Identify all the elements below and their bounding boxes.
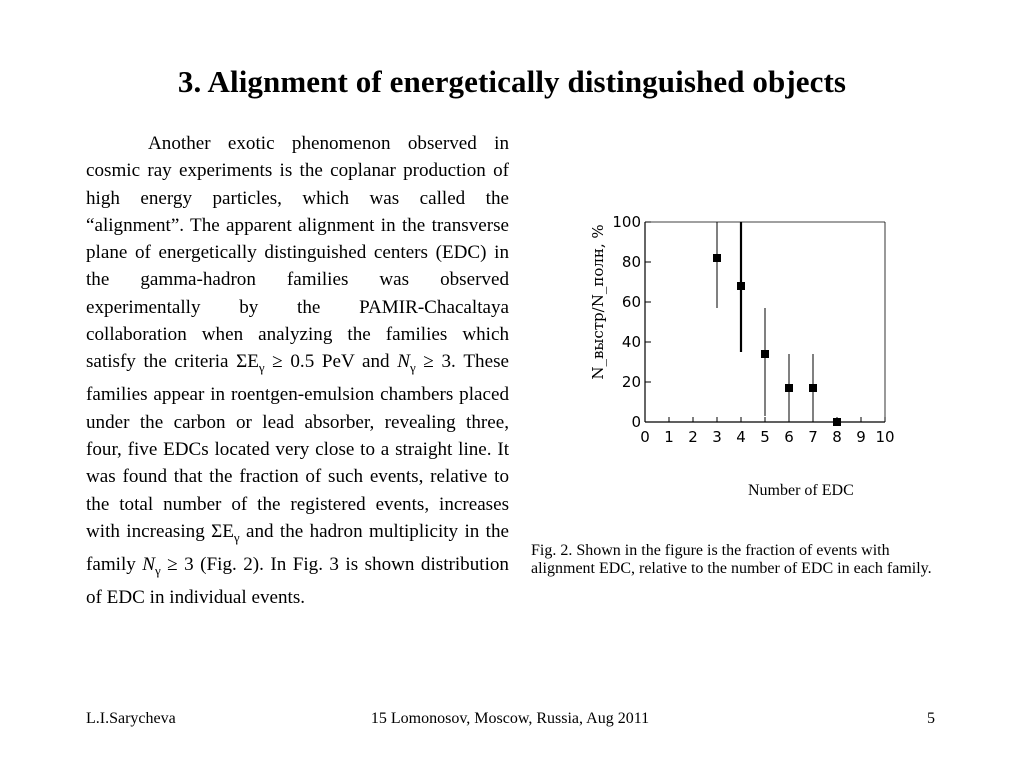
body-text-part: ≥ 3. These families appear in roentgen-emulsion chambers placed under the carbon or lead absorber, revealing three, four, five EDCs located very close to a straight line. It was found that the fraction of such events, relative to the total number of the registered events, increases with increasing — [86, 351, 509, 542]
body-text-part: ≥ 0.5 PeV and — [264, 351, 398, 373]
chart-svg — [580, 210, 900, 460]
x-axis-caption: Number of EDC — [748, 482, 854, 499]
footer-conference: 15 Lomonosov, Moscow, Russia, Aug 2011 — [370, 710, 650, 727]
x-tick-label: 6 — [784, 428, 794, 446]
n-symbol: N — [397, 351, 410, 373]
data-point — [761, 350, 769, 358]
data-point — [737, 282, 745, 290]
y-tick-label: 20 — [621, 373, 641, 391]
criterion-n-gamma — [142, 554, 161, 578]
y-tick-label: 100 — [612, 213, 641, 231]
criterion-sum-e — [236, 351, 265, 376]
n-symbol: N — [142, 554, 156, 576]
x-tick-label: 3 — [712, 428, 722, 446]
y-tick-label: 80 — [621, 253, 641, 271]
x-tick-label: 7 — [808, 428, 818, 446]
figure-caption: Fig. 2. Shown in the figure is the fraction of events with alignment EDC, relative to the number of EDC in each family. — [531, 542, 932, 577]
y-tick-label: 0 — [631, 413, 641, 431]
body-text-part: and the hadron multiplicity in the family — [86, 520, 509, 576]
x-tick-label: 1 — [664, 428, 674, 446]
data-point — [809, 384, 817, 392]
slide-title: 3. Alignment of energetically distinguished objects — [177, 64, 847, 99]
y-tick-label: 40 — [621, 333, 641, 351]
x-tick-label: 10 — [875, 428, 895, 446]
sum-e-symbol: ΣE — [236, 351, 259, 373]
y-axis-label: N_выстр/N_полн, % — [589, 224, 607, 380]
criterion-n-gamma — [397, 351, 416, 376]
gamma-subscript: γ — [258, 360, 265, 376]
x-tick-label: 0 — [640, 428, 650, 446]
x-tick-label: 4 — [736, 428, 746, 446]
x-tick-label: 9 — [856, 428, 866, 446]
footer-author: L.I.Sarycheva — [86, 710, 176, 727]
x-tick-label: 8 — [832, 428, 842, 446]
data-point — [833, 418, 841, 426]
body-paragraph — [86, 130, 509, 611]
x-tick-label: 2 — [688, 428, 698, 446]
body-text-part: ≥ 3 (Fig. 2). In Fig. 3 is shown distribution of EDC in individual events. — [86, 554, 509, 609]
alignment-chart — [580, 210, 900, 460]
data-point — [785, 384, 793, 392]
data-point — [713, 254, 721, 262]
x-tick-label: 5 — [760, 428, 770, 446]
footer-page-number: 5 — [927, 710, 935, 727]
gamma-subscript: γ — [155, 562, 161, 578]
body-text — [86, 130, 509, 611]
y-tick-label: 60 — [621, 293, 641, 311]
body-text-part: Another exotic phenomenon observed in cosmic ray experiments is the coplanar production of high energy particles, which was called the “alignment”. The apparent alignment in the transverse plane of energetically distinguished centers (EDC) in the gamma-hadron families was observed experimentally by the PAMIR-Chacaltaya collaboration when analyzing the families which satisfy the criteria — [86, 133, 509, 373]
criterion-sum-e — [211, 520, 240, 545]
gamma-subscript: γ — [409, 360, 416, 376]
sum-e-symbol: ΣE — [211, 520, 234, 542]
gamma-subscript: γ — [233, 529, 240, 545]
